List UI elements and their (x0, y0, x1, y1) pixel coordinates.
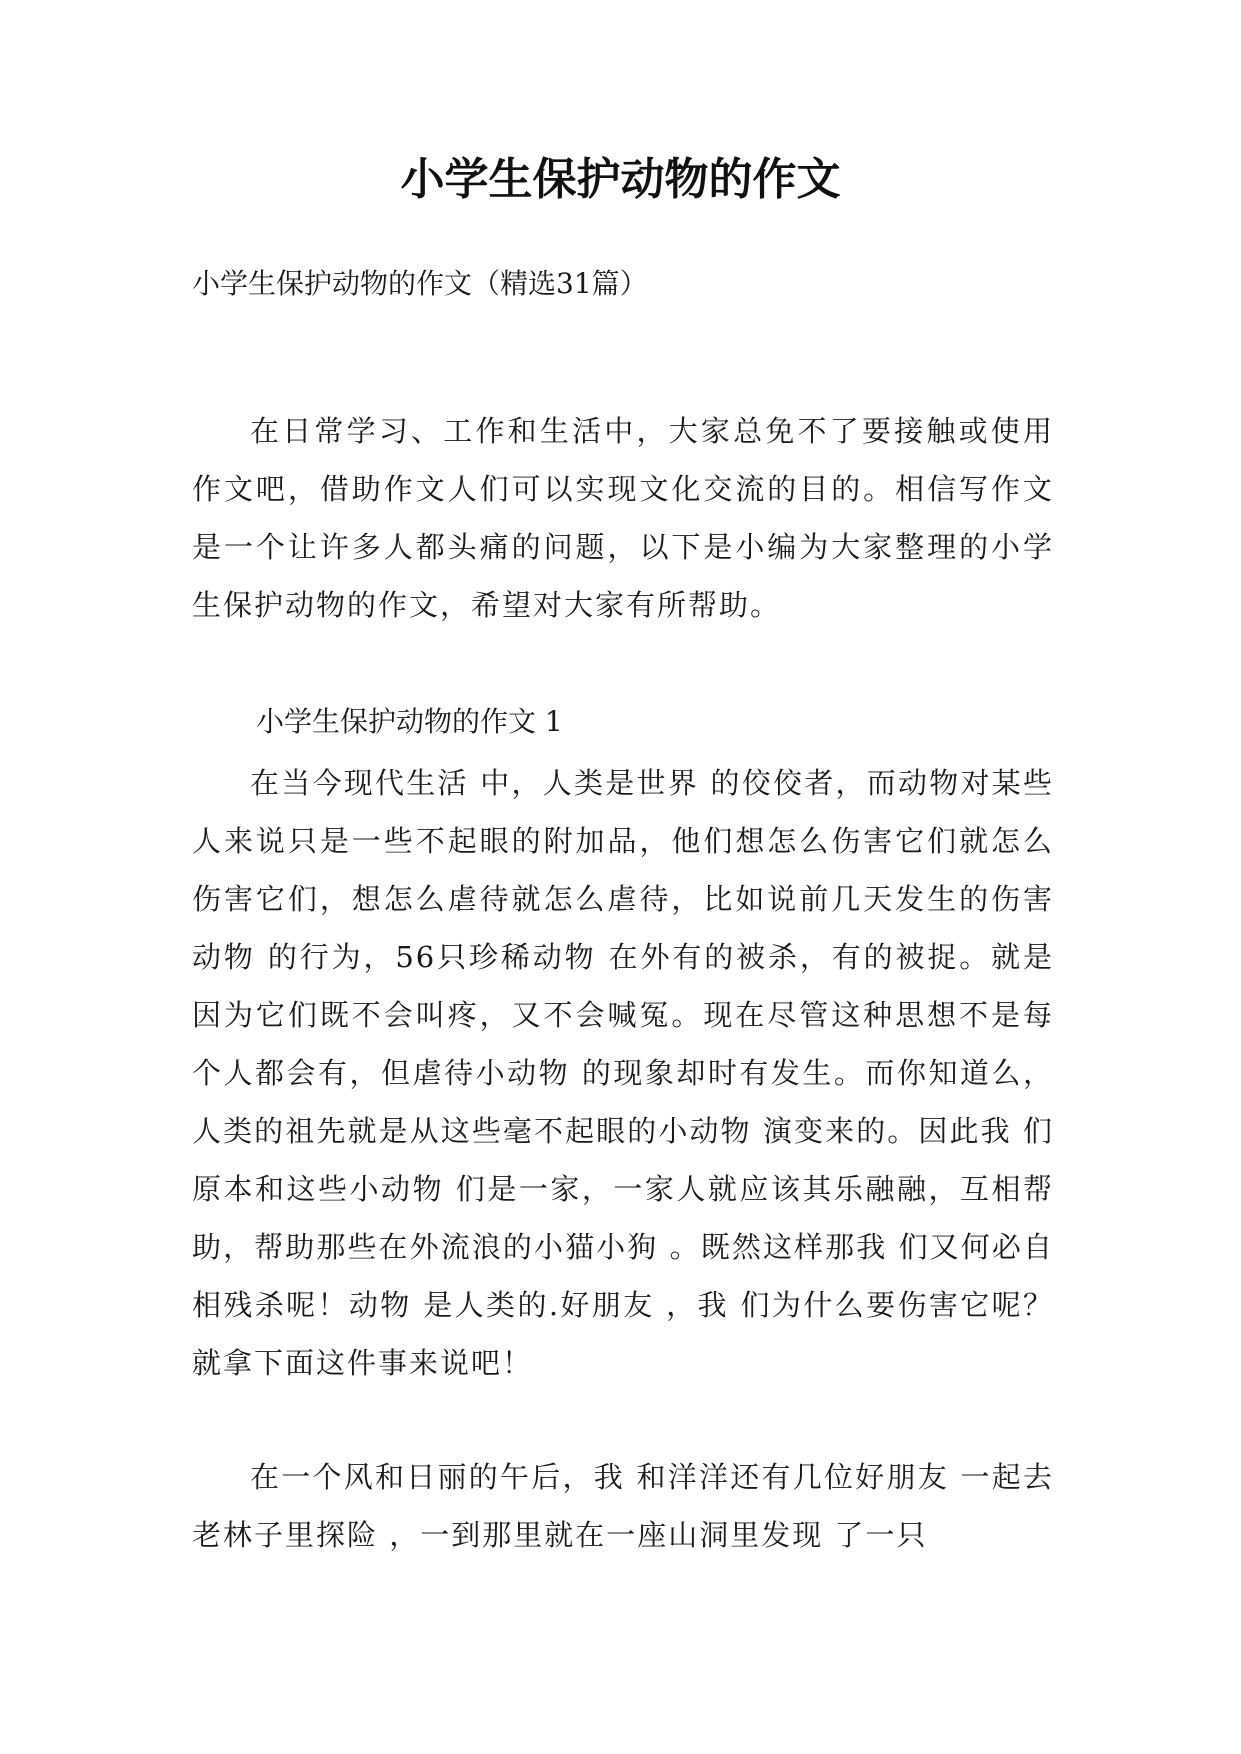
section-1-paragraph-1: 在当今现代生活 中，人类是世界 的佼佼者，而动物对某些人来说只是一些不起眼的附加品，他们想怎么伤害它们就怎么伤害它们，想怎么虐待就怎么虐待，比如说前几天发生的伤害动物 的行为，56只珍稀动物 在外有的被杀，有的被捉。就是因为它们既不会叫疼，又不会喊冤。现在尽管这种思想不是每个人都会有，但虐待小动物 的现象却时有发生。而你知道么，人类的祖先就是从这些毫不起眼的小动物 演变来的。因此我 们原本和这些小动物 们是一家，一家人就应该其乐融融，互相帮助，帮助那些在外流浪的小猫小狗 。既然这样那我 们又何必自相残杀呢！动物 是人类的.好朋友 ，我 们为什么要伤害它呢？就拿下面这件事来说吧！ (192, 766, 1054, 1380)
section-1-paragraph-2: 在一个风和日丽的午后，我 和洋洋还有几位好朋友 一起去老林子里探险 ，一到那里就在一座山洞里发现 了一只 (192, 1460, 1054, 1552)
section-1-heading: 小学生保护动物的作文 1 (256, 705, 563, 738)
document-title: 小学生保护动物的作文 (400, 154, 841, 205)
intro-paragraph: 在日常学习、工作和生活中，大家总免不了要接触或使用作文吧，借助作文人们可以实现文化交流的目的。相信写作文是一个让许多人都头痛的问题，以下是小编为大家整理的小学生保护动物的作文，希望对大家有所帮助。 (192, 414, 1054, 622)
document-subtitle: 小学生保护动物的作文（精选31篇） (192, 267, 648, 300)
